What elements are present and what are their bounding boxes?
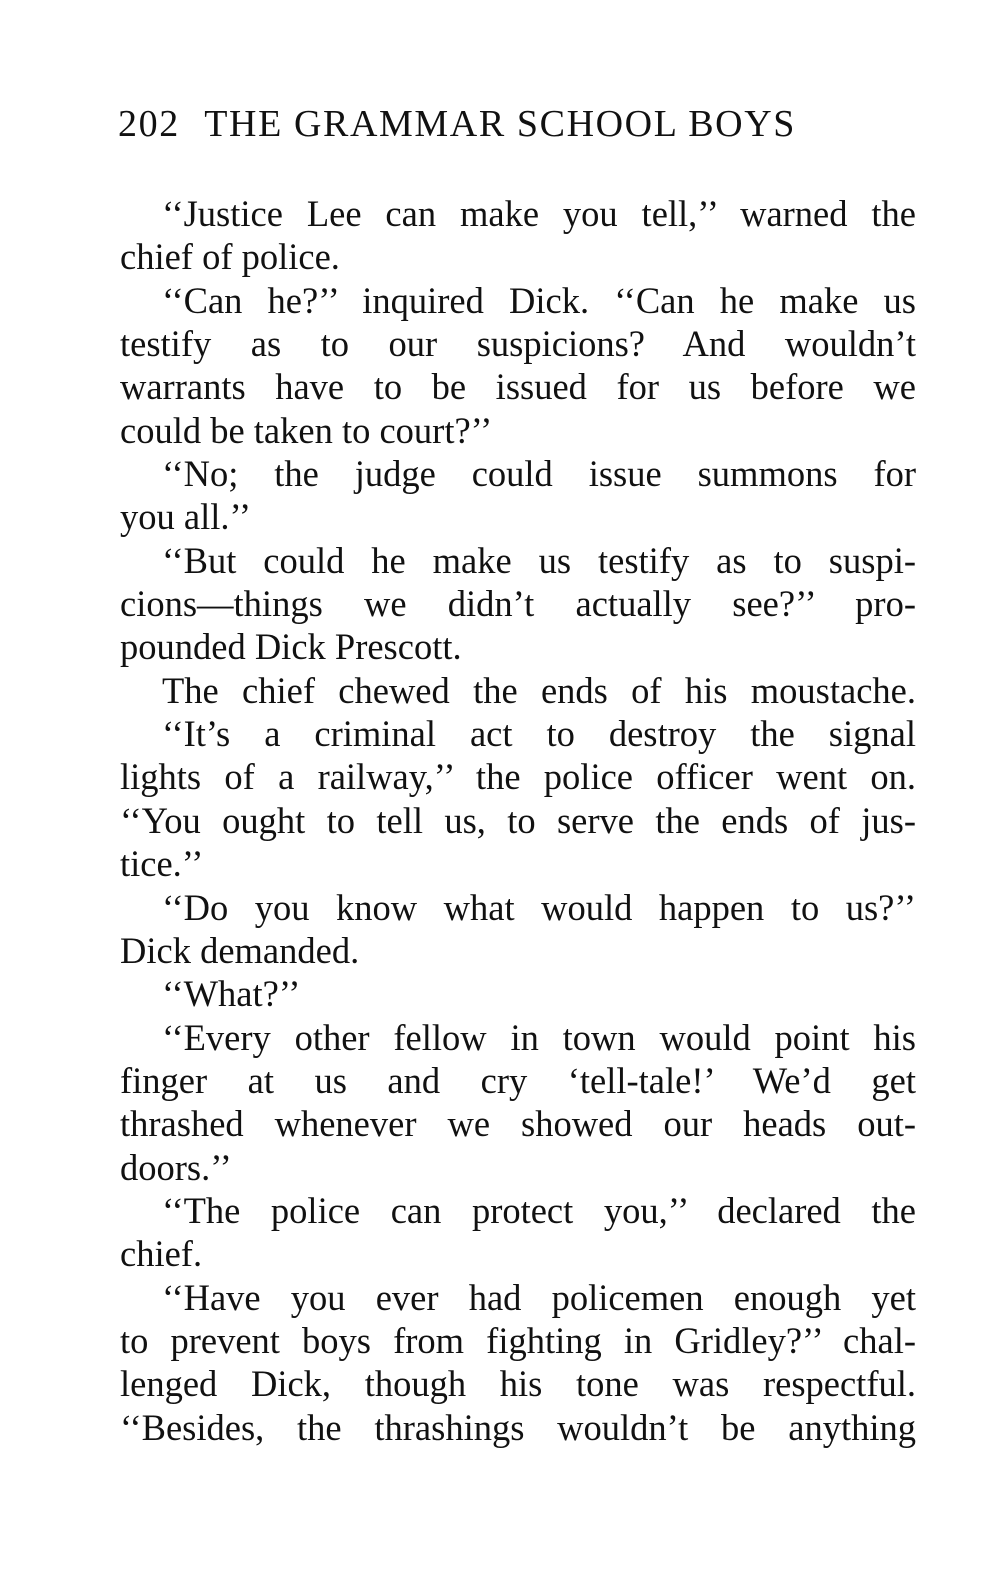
text-line: cions—things we didn’t actually see?’’ pro- — [120, 583, 916, 625]
text-line: you all.’’ — [120, 496, 252, 538]
text-line: ‘‘It’s a criminal act to destroy the signal — [162, 713, 916, 755]
text-line: chief of police. — [120, 236, 340, 278]
text-line: finger at us and cry ‘tell-tale!’ We’d get — [120, 1059, 916, 1101]
text-line: ‘‘What?’’ — [162, 973, 301, 1015]
text-line: ‘‘Do you know what would happen to us?’’ — [162, 886, 916, 928]
text-line: thrashed whenever we showed our heads out- — [120, 1103, 916, 1145]
text-line: lenged Dick, though his tone was respectful. — [120, 1363, 916, 1405]
text-line: Dick demanded. — [120, 929, 360, 971]
book-title: THE GRAMMAR SCHOOL BOYS — [204, 103, 796, 145]
text-line: could be taken to court?’’ — [120, 409, 493, 451]
text-line: ‘‘Besides, the thrashings wouldn’t be anything — [120, 1406, 916, 1448]
text-line: ‘‘But could he make us testify as to suspi- — [162, 539, 916, 581]
text-line: ‘‘Have you ever had policemen enough yet — [162, 1276, 916, 1318]
text-line: lights of a railway,’’ the police officer went on. — [120, 756, 916, 798]
body-text — [120, 192, 916, 1449]
text-line: The chief chewed the ends of his moustache. — [162, 669, 916, 711]
text-line: ‘‘Can he?’’ inquired Dick. ‘‘Can he make us — [162, 279, 916, 321]
text-line: chief. — [120, 1233, 203, 1275]
text-line: to prevent boys from fighting in Gridley?’’ chal- — [120, 1319, 916, 1361]
text-line: pounded Dick Prescott. — [120, 626, 462, 668]
text-line: doors.’’ — [120, 1146, 232, 1188]
text-line: ‘‘Every other fellow in town would point his — [162, 1016, 916, 1058]
text-line: ‘‘No; the judge could issue summons for — [162, 453, 916, 495]
page-number: 202 — [118, 103, 180, 145]
text-line: tice.’’ — [120, 843, 204, 885]
text-line: ‘‘Justice Lee can make you tell,’’ warned the — [162, 193, 916, 234]
text-line: ‘‘You ought to tell us, to serve the ends of jus- — [120, 799, 916, 841]
text-line: warrants have to be issued for us before we — [120, 366, 916, 408]
text-line: ‘‘The police can protect you,’’ declared the — [162, 1189, 916, 1231]
text-line: testify as to our suspicions? And wouldn’t — [120, 323, 916, 365]
running-head — [118, 98, 918, 150]
